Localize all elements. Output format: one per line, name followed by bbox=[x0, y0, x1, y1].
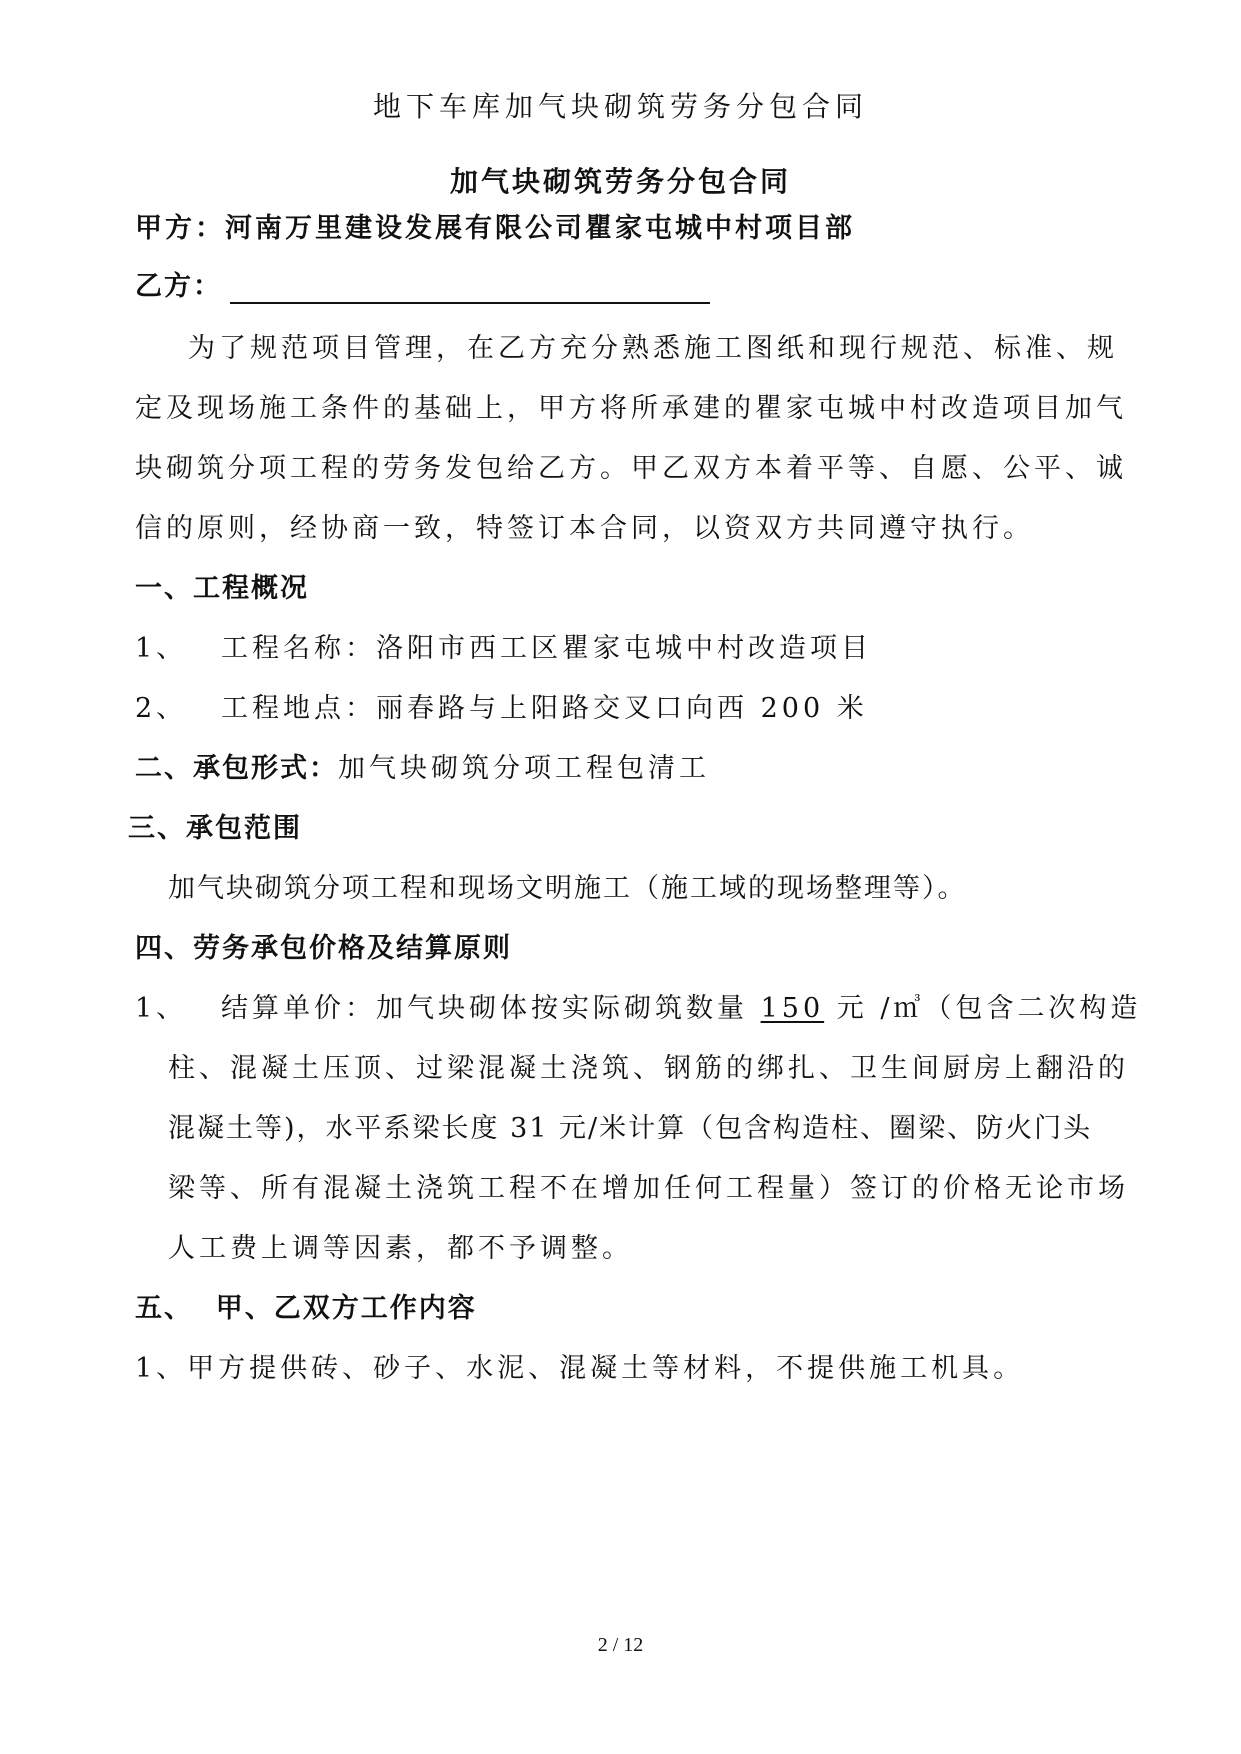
section-4-line-4: 梁等、所有混凝土浇筑工程不在增加任何工程量）签订的价格无论市场 bbox=[168, 1173, 1129, 1204]
section-2-heading: 二、承包形式： bbox=[135, 753, 338, 784]
contract-title: 加气块砌筑劳务分包合同 bbox=[449, 165, 791, 198]
party-b-line bbox=[135, 270, 710, 304]
section-2-line bbox=[135, 752, 710, 786]
section-3-text: 加气块砌筑分项工程和现场文明施工（施工域的现场整理等）。 bbox=[168, 873, 967, 904]
party-a-value: 河南万里建设发展有限公司瞿家屯城中村项目部 bbox=[225, 213, 855, 244]
contract-form: 加气块砌筑分项工程包清工 bbox=[338, 753, 710, 784]
section-5-heading: 五、 甲、乙双方工作内容 bbox=[135, 1293, 477, 1324]
party-a-label: 甲方： bbox=[135, 213, 225, 244]
intro-line-1: 为了规范项目管理，在乙方充分熟悉施工图纸和现行规范、标准、规 bbox=[188, 333, 1118, 364]
unit-price-label: 结算单价：加气块砌体按实际砌筑数量 bbox=[221, 993, 748, 1024]
list-number: 2、 bbox=[135, 693, 188, 724]
party-b-blank bbox=[230, 274, 710, 304]
intro-line-4: 信的原则，经协商一致，特签订本合同，以资双方共同遵守执行。 bbox=[135, 513, 1034, 544]
section-4-line-3: 混凝土等)，水平系梁长度 31 元/米计算（包含构造柱、圈梁、防火门头 bbox=[168, 1113, 1093, 1144]
unit-price-value: 150 bbox=[760, 993, 825, 1024]
unit-price-suffix: 元 /㎥（包含二次构造 bbox=[836, 993, 1142, 1024]
project-name: 工程名称：洛阳市西工区瞿家屯城中村改造项目 bbox=[221, 633, 872, 664]
section-1-item-1 bbox=[135, 632, 872, 666]
section-4-heading: 四、劳务承包价格及结算原则 bbox=[135, 933, 512, 964]
section-4-line-5: 人工费上调等因素，都不予调整。 bbox=[168, 1233, 633, 1264]
list-number: 1、 bbox=[135, 993, 188, 1024]
section-4-item-1-line-1 bbox=[135, 992, 1141, 1026]
section-1-heading: 一、工程概况 bbox=[135, 573, 309, 604]
intro-line-2: 定及现场施工条件的基础上，甲方将所承建的瞿家屯城中村改造项目加气 bbox=[135, 393, 1127, 424]
section-1-item-2 bbox=[135, 692, 868, 726]
party-a-line bbox=[135, 212, 855, 246]
document-header-title: 地下车库加气块砌筑劳务分包合同 bbox=[372, 90, 868, 123]
project-location: 工程地点：丽春路与上阳路交叉口向西 200 米 bbox=[221, 693, 868, 724]
section-4-line-2: 柱、混凝土压顶、过梁混凝土浇筑、钢筋的绑扎、卫生间厨房上翻沿的 bbox=[168, 1053, 1129, 1084]
section-3-heading: 三、承包范围 bbox=[128, 813, 302, 844]
section-5-item-1: 1、甲方提供砖、砂子、水泥、混凝土等材料，不提供施工机具。 bbox=[135, 1353, 1025, 1384]
party-b-label: 乙方： bbox=[135, 271, 222, 302]
page-number: 2 / 12 bbox=[597, 1634, 644, 1656]
intro-line-3: 块砌筑分项工程的劳务发包给乙方。甲乙双方本着平等、自愿、公平、诚 bbox=[135, 453, 1127, 484]
list-number: 1、 bbox=[135, 633, 188, 664]
